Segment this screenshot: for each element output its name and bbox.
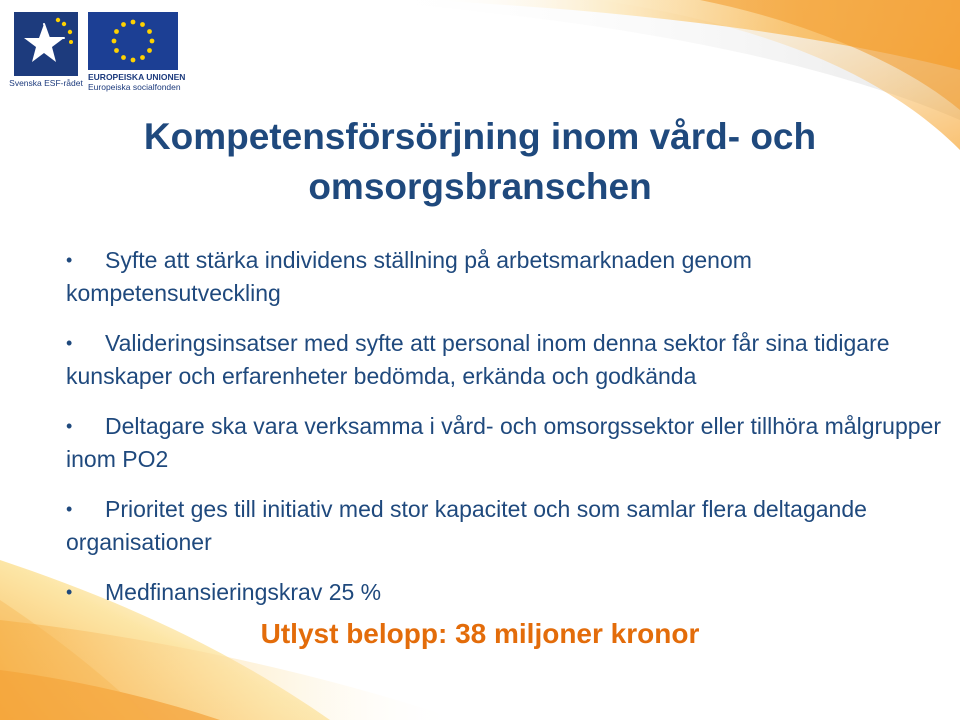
esf-star-logo-icon [14, 12, 78, 76]
bullet-list [66, 244, 946, 626]
slide-title [40, 112, 920, 212]
slide-title-line1: Kompetensförsörjning inom vård- och [143, 116, 817, 157]
esf-logo-name: Svenska ESF-rådet [9, 78, 83, 88]
eu-flag-icon [88, 12, 178, 70]
bullet-item: • Syfte att stärka individens ställning på arbetsmarknaden genom kompetensutveckling [66, 244, 946, 310]
bullet-item: • Medfinansieringskrav 25 % [66, 576, 946, 609]
bullet-item: • Valideringsinsatser med syfte att personal inom denna sektor får sina tidigare kunskaper och erfarenheter bedömda, erkända och godkända [66, 327, 946, 393]
funding-amount-highlight: Utlyst belopp: 38 miljoner kronor [260, 618, 700, 649]
eu-logo-line2: Europeiska socialfonden [88, 82, 181, 92]
eu-logo [88, 12, 186, 92]
slide-title-line2: omsorgsbranschen [308, 166, 652, 207]
eu-logo-line1: EUROPEISKA UNIONEN [88, 72, 186, 82]
esf-logo [9, 12, 83, 88]
bullet-item: • Deltagare ska vara verksamma i vård- och omsorgssektor eller tillhöra målgrupper inom PO2 [66, 410, 946, 476]
logo-bar [9, 12, 186, 94]
bullet-item: • Prioritet ges till initiativ med stor kapacitet och som samlar flera deltagande organisationer [66, 493, 946, 559]
